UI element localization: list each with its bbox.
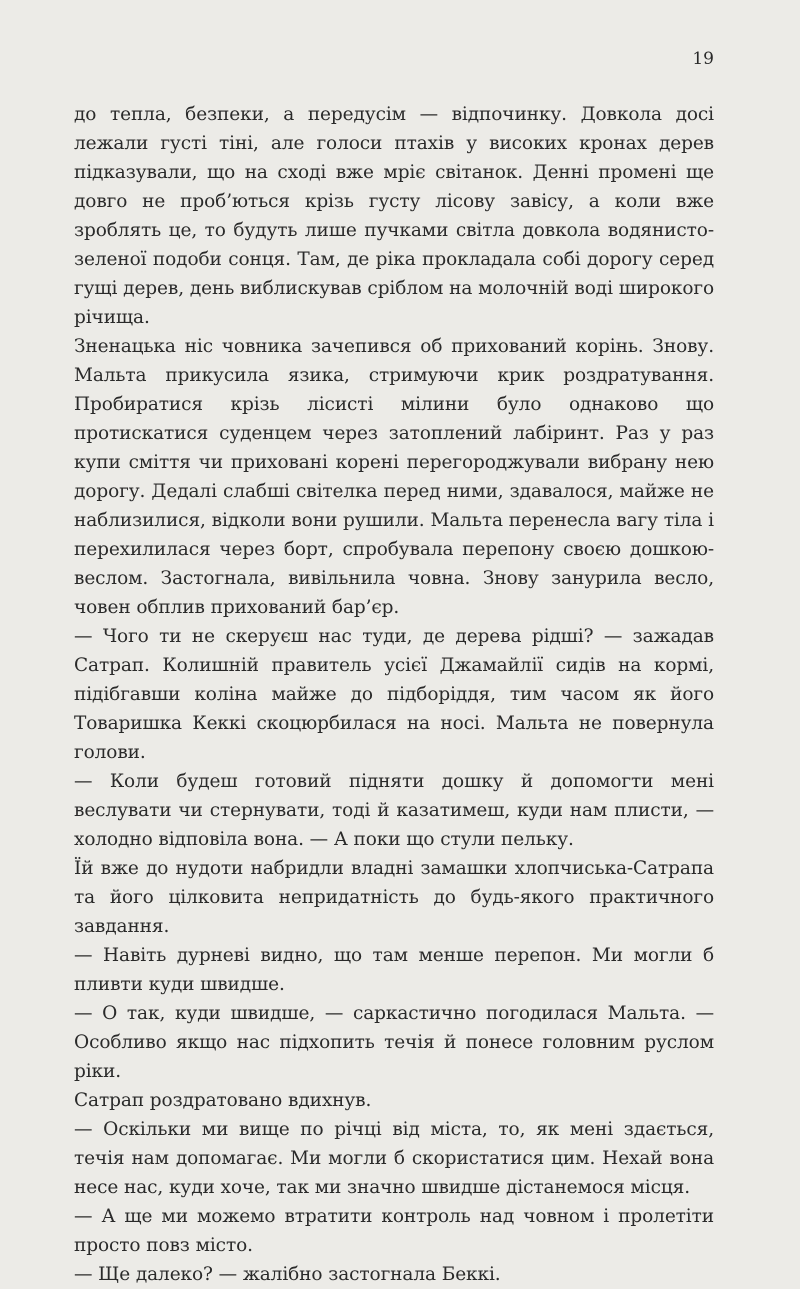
paragraph-2: Зненацька ніс човника зачепився об прихований корінь. Знову. Мальта прикусила язика, стримуючи крик роздратування. Пробиратися крізь лісисті мілини було однаково що протискатися суденцем через затоплений лабіринт. Раз у раз купи сміття чи приховані корені перегороджували вибрану нею дорогу. Дедалі слабші світелка перед ними, здавалося, майже не наблизилися, відколи вони рушили. Мальта перенесла вагу тіла і перехилилася через борт, спробувала перепону своєю дошкою-веслом. Застогнала, вивільнила човна. Знову занурила весло, човен обплив прихований бар’єр. [74,336,714,618]
paragraph-9: — Оскільки ми вище по річці від міста, то, як мені здається, течія нам допомагає. Ми могли б скористатися цим. Нехай вона несе нас, куди хоче, так ми значно швидше дістанемося місця. [74,1119,714,1198]
paragraph-3: — Чого ти не скеруєш нас туди, де дерева рідші? — зажадав Сатрап. Колишній правитель усієї Джамайлії сидів на кормі, підібгавши коліна майже до підборіддя, тим часом як його Товаришка Кеккі скоцюрбилася на носі. Мальта не повернула голови. [74,626,714,763]
paragraph-5: Їй вже до нудоти набридли владні замашки хлопчиська-Сатрапа та його цілковита непридатність до будь-якого практичного завдання. [74,858,714,937]
paragraph-1: до тепла, безпеки, а передусім — відпочинку. Довкола досі лежали густі тіні, але голоси птахів у високих кронах дерев підказували, що на сході вже мріє світанок. Денні промені ще довго не проб’ються крізь густу лісову завісу, а коли вже зроблять це, то будуть лише пучками світла довкола водянисто-зеленої подоби сонця. Там, де ріка прокладала собі дорогу серед гущі дерев, день виблискував сріблом на молочній воді широкого річища. [74,104,714,328]
page-number: 19 [692,49,714,69]
paragraph-10: — А ще ми можемо втратити контроль над човном і пролетіти просто повз місто. [74,1206,714,1256]
paragraph-6: — Навіть дурневі видно, що там менше перепон. Ми могли б пливти куди швидше. [74,945,714,995]
paragraph-8: Сатрап роздратовано вдихнув. [74,1090,372,1111]
page-text [74,100,714,1289]
paragraph-11: — Ще далеко? — жалібно застогнала Беккі. [74,1264,501,1285]
paragraph-4: — Коли будеш готовий підняти дошку й допомогти мені веслувати чи стернувати, тоді й казатимеш, куди нам плисти, — холодно відповіла вона. — А поки що стули пельку. [74,771,714,850]
paragraph-7: — О так, куди швидше, — саркастично погодилася Мальта. — Особливо якщо нас підхопить течія й понесе головним руслом ріки. [74,1003,714,1082]
